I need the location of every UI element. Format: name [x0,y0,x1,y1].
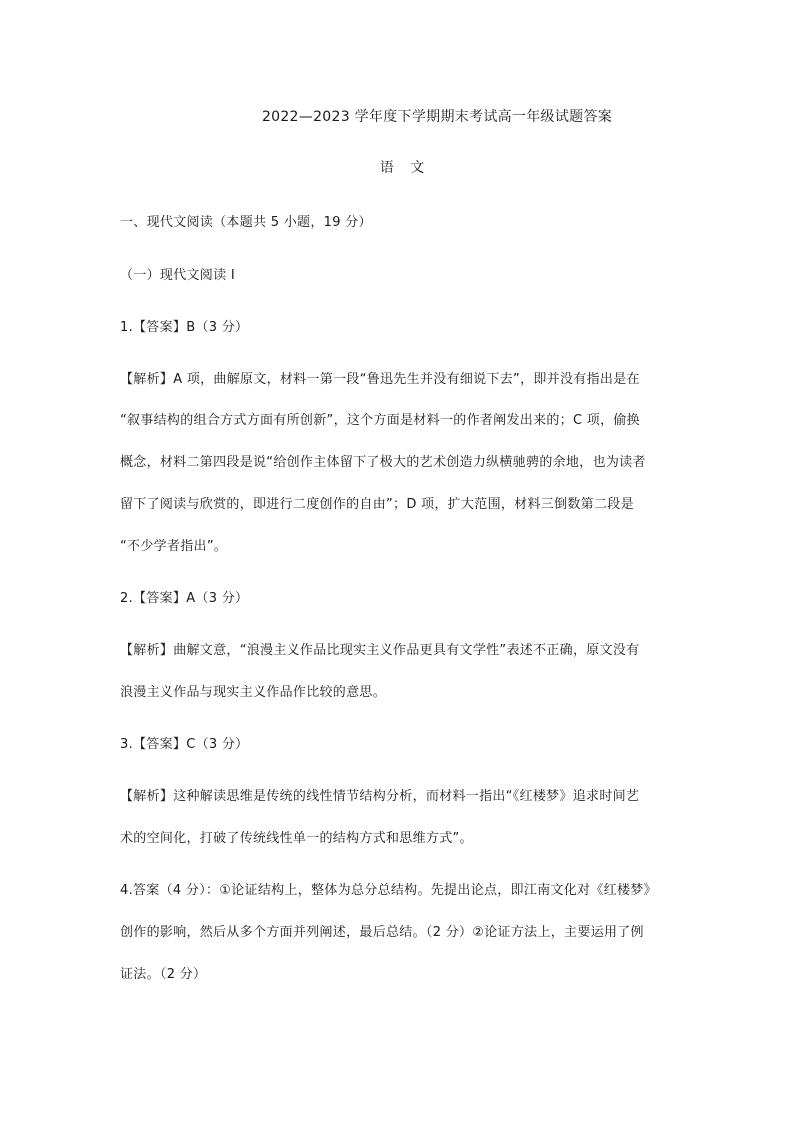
answer-line: 1.【答案】B（3 分） [120,320,249,335]
explanation-line: 浪漫主义作品与现实主义作品作比较的意思。 [120,685,387,700]
answer-line: 创作的影响，然后从多个方面并列阐述，最后总结。（2 分）②论证方法上，主要运用了例 [120,925,644,940]
section-heading: 一、现代文阅读（本题共 5 小题，19 分） [120,215,372,230]
explanation-line: 【解析】曲解文意，“浪漫主义作品比现实主义作品更具有文学性”表述不正确，原文没有 [120,643,640,658]
document-title: 2022—2023 学年度下学期期末考试高一年级试题答案 [261,109,613,125]
answer-line: 2.【答案】A（3 分） [120,591,249,606]
explanation-line: 【解析】A 项，曲解原文，材料一第一段“鲁迅先生并没有细说下去”，即并没有指出是在 [120,372,640,387]
answer-line: 3.【答案】C（3 分） [120,737,249,752]
explanation-line: “不少学者指出”。 [120,539,228,554]
explanation-line: 【解析】这种解读思维是传统的线性情节结构分析，而材料一指出“《红楼梦》追求时间艺 [120,789,640,804]
answer-line: 证法。（2 分） [120,967,207,982]
subject-heading: 语 文 [379,160,431,176]
explanation-line: 术的空间化，打破了传统线性单一的结构方式和思维方式”。 [120,831,473,846]
explanation-line: 概念，材料二第四段是说“给创作主体留下了极大的艺术创造力纵横驰骋的余地，也为读者 [120,455,646,470]
explanation-line: “叙事结构的组合方式方面有所创新”，这个方面是材料一的作者阐发出来的；C 项，偷换 [120,413,640,428]
answer-line: 4.答案（4 分）：①论证结构上，整体为总分总结构。先提出论点，即江南文化对《红楼梦》 [120,883,657,898]
explanation-line: 留下了阅读与欣赏的，即进行二度创作的自由”；D 项，扩大范围，材料三倒数第二段是 [120,497,634,512]
subsection-heading: （一）现代文阅读 I [120,268,235,283]
